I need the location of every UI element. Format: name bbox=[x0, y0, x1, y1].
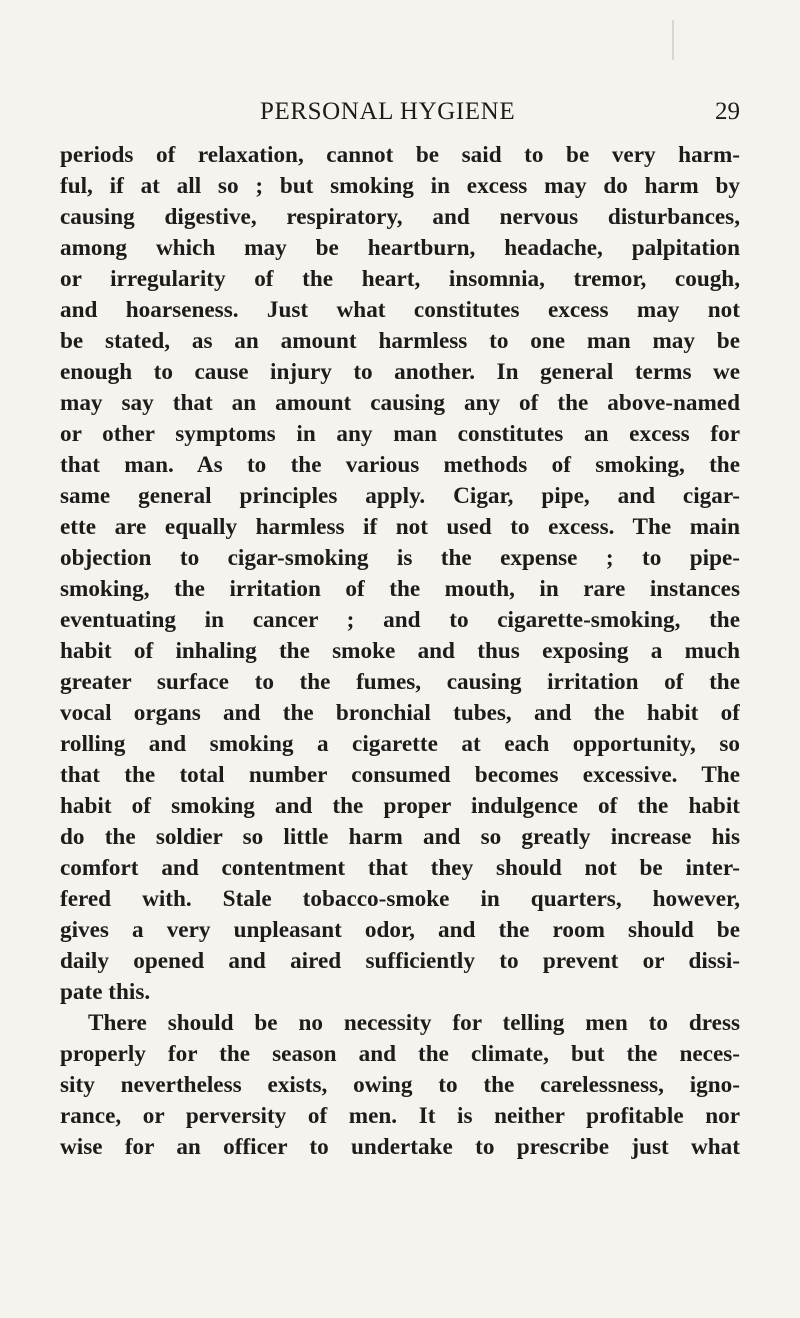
text-line: periods of relaxation, cannot be said to be very harm- bbox=[60, 142, 740, 168]
paragraph-end-line: pate this. bbox=[60, 979, 151, 1005]
text-line: gives a very unpleasant odor, and the room should be bbox=[60, 917, 740, 943]
text-line: habit of smoking and the proper indulgence of the habit bbox=[60, 793, 740, 819]
text-line: enough to cause injury to another. In general terms we bbox=[60, 359, 740, 385]
text-line: sity nevertheless exists, owing to the carelessness, igno- bbox=[60, 1072, 740, 1098]
text-line: smoking, the irritation of the mouth, in rare instances bbox=[60, 576, 740, 602]
text-line: wise for an officer to undertake to prescribe just what bbox=[60, 1134, 740, 1160]
text-line: fered with. Stale tobacco-smoke in quarters, however, bbox=[60, 886, 740, 912]
text-line: greater surface to the fumes, causing irritation of the bbox=[60, 669, 740, 695]
text-line: habit of inhaling the smoke and thus exposing a much bbox=[60, 638, 740, 664]
text-line: objection to cigar-smoking is the expense ; to pipe- bbox=[60, 545, 740, 571]
text-line: causing digestive, respiratory, and nervous disturbances, bbox=[60, 204, 740, 230]
text-line: among which may be heartburn, headache, palpitation bbox=[60, 235, 740, 261]
running-head bbox=[60, 98, 740, 132]
text-line: ful, if at all so ; but smoking in excess may do harm by bbox=[60, 173, 740, 199]
text-line: or other symptoms in any man constitutes an excess for bbox=[60, 421, 740, 447]
text-line: same general principles apply. Cigar, pipe, and cigar- bbox=[60, 483, 740, 509]
text-line: vocal organs and the bronchial tubes, and the habit of bbox=[60, 700, 740, 726]
text-line: rolling and smoking a cigarette at each opportunity, so bbox=[60, 731, 740, 757]
text-line: that man. As to the various methods of smoking, the bbox=[60, 452, 740, 478]
text-line: properly for the season and the climate, but the neces- bbox=[60, 1041, 740, 1067]
text-line: do the soldier so little harm and so greatly increase his bbox=[60, 824, 740, 850]
body-text bbox=[60, 140, 740, 1163]
text-line: ette are equally harmless if not used to excess. The main bbox=[60, 514, 740, 540]
text-line: rance, or perversity of men. It is neither profitable nor bbox=[60, 1103, 740, 1129]
text-line: that the total number consumed becomes excessive. The bbox=[60, 762, 740, 788]
text-line: daily opened and aired sufficiently to prevent or dissi- bbox=[60, 948, 740, 974]
text-line: be stated, as an amount harmless to one man may be bbox=[60, 328, 740, 354]
text-line: comfort and contentment that they should not be inter- bbox=[60, 855, 740, 881]
text-line: eventuating in cancer ; and to cigarette-smoking, the bbox=[60, 607, 740, 633]
paragraph-start-line: There should be no necessity for telling men to dress bbox=[88, 1010, 740, 1036]
page-number: 29 bbox=[715, 98, 740, 125]
running-head-title: PERSONAL HYGIENE bbox=[260, 98, 516, 125]
text-line: may say that an amount causing any of the above-named bbox=[60, 390, 740, 416]
scan-mark bbox=[672, 20, 674, 60]
text-line: and hoarseness. Just what constitutes excess may not bbox=[60, 297, 740, 323]
text-line: or irregularity of the heart, insomnia, tremor, cough, bbox=[60, 266, 740, 292]
